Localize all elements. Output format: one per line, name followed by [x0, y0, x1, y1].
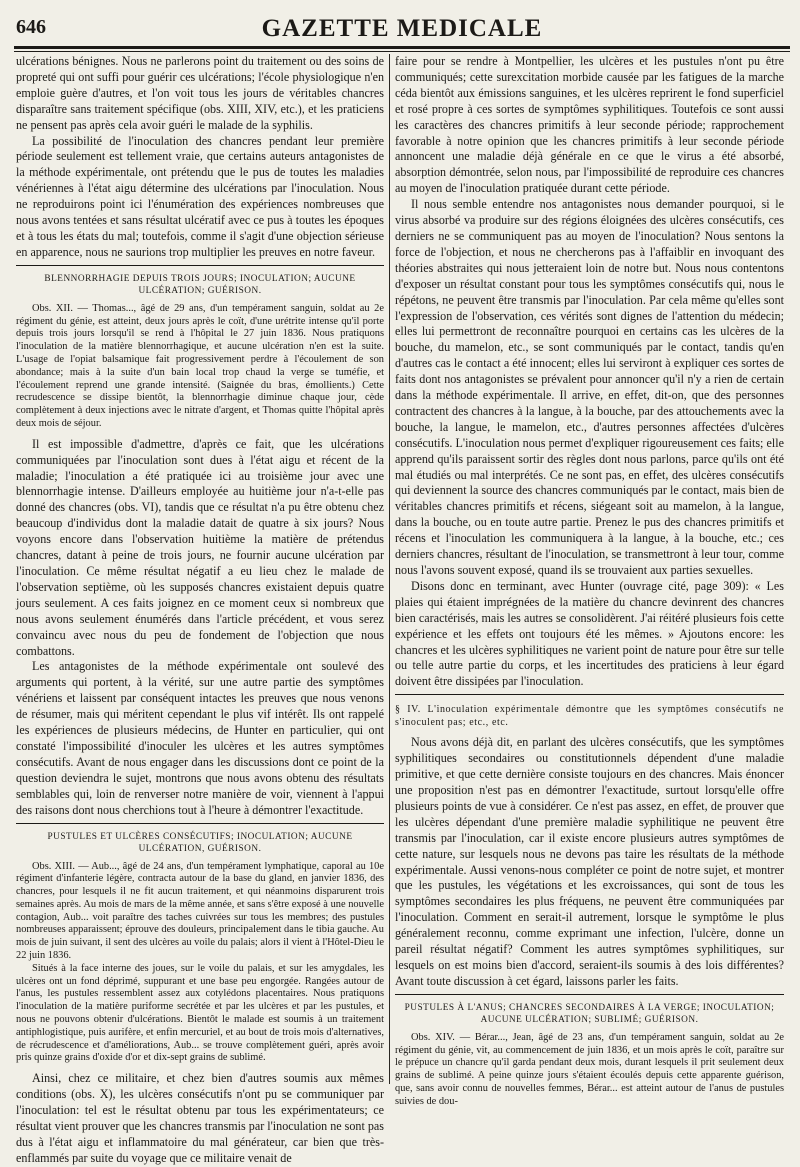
header-rule: [14, 46, 790, 49]
section-rule: [16, 265, 384, 266]
section-rule: [395, 694, 784, 695]
paragraph: Disons donc en terminant, avec Hunter (ouvrage cité, page 309): « Les plaies qui étaient imprégnées de la matière du chancre devinrent des chancres bien caractérisés, mais les autres se consolidèrent. J'ai réitéré plusieurs fois cette expérience et les effets ont toujours été les mêmes. » Ajoutons encore: les chancres et les ulcères syphilitiques ne varient point de nature pour être sur telle ou telle autre partie du corps, et les incertitudes des praticiens à leur égard doivent être dissipées par l'inoculation.: [395, 578, 784, 689]
paragraph: faire pour se rendre à Montpellier, les ulcères et les pustules n'ont pu être communiqués; cette surexcitation morbide causée par les fatigues de la marche céda bientôt aux émissions sanguines, et les ulcères reprirent le fond superficiel et rosé propre à ces sortes de symptômes syphilitiques. Toutefois ce sont aussi les caractères des chancres primitifs à leur seconde période; rapprochement favorable à notre opinion que les chancres primitifs à leur seconde période annoncent une maladie déjà générale en ce que le virus a été absorbé, absorption démontrée, selon nous, par l'impossibilité de reproduire ces chancres au moyen de l'inoculation pratiquée durant cette période.: [395, 54, 784, 196]
left-column: [16, 54, 384, 1165]
right-column: [395, 54, 784, 1107]
paragraph: Il est impossible d'admettre, d'après ce fait, que les ulcérations communiquées par l'inoculation sont dues à l'état aigu et récent de la maladie; l'inoculation a été pratiquée ici au troisième jour avec une blennorrhagie intense. D'ailleurs employée au huitième jour n'a-t-elle pas donné des chancres (obs. VI), tandis que ce résultat n'a pu être obtenu chez beaucoup d'individus dont la maladie datait de quatre à six jours? Nous voyons encore dans l'observation huitième la matière de prétendus chancres, datant à peine de trois jours, ne fournir aucune ulcération par l'inoculation. Ce même résultat négatif a eu lieu chez le malade de l'observation septième, où les supposés chancres existaient depuis quatre jours seulement. A ces faits joignez en ce moment ceux si nombreux que nous avons seulement énumérés dans l'article précédent, et vous serez convaincu avec nous du peu de fondement de l'objection que nous combattons.: [16, 436, 384, 658]
header-rule-thin: [14, 51, 790, 52]
journal-title: GAZETTE MEDICALE: [261, 15, 543, 42]
paragraph: Les antagonistes de la méthode expérimentale ont soulevé des arguments qui portent, à la vérité, sur une autre partie des symptômes vénériens et laissent par conséquent intactes les preuves que nous venons de résumer, mais qui méritent cependant le plus vif intérêt. Ils ont rappelé les expériences de plusieurs médecins, de Hunter en particulier, qui ont constaté l'impossibilité d'inoculer les ulcères et les autres symptômes consécutifs. Avant de nous engager dans les discussions dont ce point de la question deviendra le sujet, montrons que nous avons obtenu des résultats semblables qui, loin de renverser notre manière de voir, viennent à l'appui des raisons dont nous cherchions tout à l'heure à démontrer l'exactitude.: [16, 659, 384, 817]
observation-xiv: Obs. XIV. — Bérar..., Jean, âgé de 23 ans, d'un tempérament sanguin, soldat au 2e régiment du génie, vit, au commencement de juin 1836, et un mois après le coït, paraître sur le prépuce un chancre qu'il garda pendant deux mois, durant lesquels il prit seulement deux grains de sublimé. A peine quinze jours s'étaient écoulés depuis cette apparente guérison, que, sans avoir connu de nouvelles femmes, Bérar... est atteint autour de l'anus de pustules suivies de dou-: [395, 1031, 784, 1107]
paragraph: ulcérations bénignes. Nous ne parlerons point du traitement ou des soins de propreté qui ont suffi pour guérir ces ulcérations; l'école physiologique n'en emploie guère d'autres, et l'on voit tous les jours de véritables chancres disparaître sans traitement spécifique (obs. XIII, XIV, etc.), et les praticiens ne pensent pas après cela avoir guéri le malade de la syphilis.: [16, 54, 384, 132]
observation-xii: Obs. XII. — Thomas..., âgé de 29 ans, d'un tempérament sanguin, soldat au 2e régiment du génie, est atteint, deux jours après le coït, d'une urétrite intense qu'il porte depuis trois jours lorsqu'il se rend à l'hôpital le 27 juin 1836. Nous pratiquons l'inoculation de la matière blennorrhagique, et aucune ulcération n'en est la suite. L'usage de l'opiat balsamique fait progressivement perdre à l'écoulement de son abondance; mais à la suite d'un bain local trop chaud la verge se tuméfie, et l'écoulement reprend une grande intensité. (Saignée du bras, émollients.) Cette recrudescence se dissipe bientôt, la blennorrhagie diminue chaque jour, cède complètement à deux injections avec le nitrate d'argent, et Thomas quitte l'hôpital après deux mois de séjour.: [16, 302, 384, 429]
page-header: [14, 14, 790, 44]
section-rule: [16, 823, 384, 824]
page-number: 646: [16, 16, 46, 38]
column-divider: [389, 54, 390, 1084]
section-heading: § IV. L'inoculation expérimentale démontre que les symptômes consécutifs ne s'inoculent pas; etc., etc.: [395, 704, 784, 729]
case-heading: BLENNORRHAGIE DEPUIS TROIS JOURS; INOCULATION; AUCUNE ULCÉRATION; GUÉRISON.: [44, 273, 356, 296]
observation-xiii-continued: Situés à la face interne des joues, sur le voile du palais, et sur les amygdales, les ulcères ont un fond déprimé, suppurant et une base peu engorgée. Rangées autour de l'anus, les pustules ressemblent assez aux cotylédons placentaires. Nous pratiquons l'inoculation de la matière puriforme secrétée et par les ulcères et par les pustules, et nous ne pouvons obtenir d'ulcérations. Bientôt le malade est soumis à un traitement antiphlogistique, puis aurifère, et enfin mercuriel, et au bout de trois mois d'alternatives, de récrudescence et d'améliorations, Aub... se trouve complètement guéri, après avoir pris quinze grains d'oxide d'or et dix-sept grains de sublimé.: [16, 962, 384, 1064]
paragraph: Nous avons déjà dit, en parlant des ulcères consécutifs, que les symptômes syphilitiques secondaires ou constitutionnels dépendent d'une maladie primitive, et que cette dernière consiste toujours en des chancres. Mais énoncer une proposition n'est pas en démontrer l'exactitude, surtout lorsqu'elle offre plusieurs points de vue à considérer. Ce n'est pas assez, en effet, de prouver que les ulcères dépendant d'une première maladie syphilitique ne peuvent être transmis par l'inoculation, car il existe encore plusieurs autres symptômes de cette nature, sur lesquels nous ne devons pas taire les résultats de la méthode expérimentale. Aussi venons-nous compléter ce point de notre sujet, et montrer que les pustules, les végétations et les excroissances, qui sont de tous les symptômes secondaires les plus fréquens, ne peuvent être communiquées par l'inoculation. Comment en serait-il autrement, lorsque le symptôme le plus généralement reconnu, comme exprimant une infection, l'ulcère, donne un pareil résultat négatif? Comment les autres symptômes syphilitiques, sur lesquels on est moins bien d'accord, seraient-ils soumis à des lois différentes? Avant toute discussion à cet égard, laissons parler les faits.: [395, 735, 784, 988]
paragraph: Ainsi, chez ce militaire, et chez bien d'autres soumis aux mêmes conditions (obs. X), les ulcères consécutifs n'ont pu se communiquer par l'inoculation: tel est le résultat obtenu par tous les expérimentateurs; ce résultat vient prouver que les chancres transmis par l'inoculation ne sont pas dus à l'état aigu et inflammatoire du mal générateur, car bien que très-enflammés par suite du voyage que ce militaire venait de: [16, 1071, 384, 1165]
section-rule: [395, 994, 784, 995]
paragraph: La possibilité de l'inoculation des chancres pendant leur première période seulement est tellement vraie, que certains auteurs antagonistes de la méthode expérimentale, ont prétendu que le pus de toutes les maladies vénériennes à l'état aigu détermine des ulcérations par l'inoculation. Nous ne reproduirons point ici l'énumération des expériences nombreuses que nous avons tentées et sans résultat ulcératif avec ce pus à toutes les époques et à tous les états du mal; toutefois, comme il s'agit d'une objection sérieuse en apparence, nous ne saurions trop multiplier les preuves en notre faveur.: [16, 133, 384, 259]
paragraph: Il nous semble entendre nos antagonistes nous demander pourquoi, si le virus absorbé va produire sur des régions éloignées des ulcères consécutifs, ces derniers ne se communiquent pas au moyen de l'inoculation? Nous sentons la force de l'objection, et nous ne chercherons pas à l'affaiblir en invoquant des théories abstraites qui nous jetteraient loin de notre but. Nous nous contentons d'exposer un résultat constant pour tous les symptômes consécutifs qui, nous le répétons, ne peuvent être transmis par l'inoculation. Par cela même qu'elles sont l'expression de l'observation, ces vérités sont dignes de l'attention du médecin; elles lui permettront de reconnaître pourquoi en certains cas les ulcères de la bouche, du mamelon, etc., se sont communiqués par le contact, tandis qu'en d'autres cas le contact a été innocent; elles lui serviront à expliquer ces sortes de faits dont nos antagonistes se prévalent pour annoncer qu'il n'y a rien de certain dans la méthode expérimentale. Il arrive, en effet, dit-on, que des personnes contractent des chancres à la langue, à la bouche, par des attouchements avec la bouche, la langue, le mamelon, etc., d'autres personnes affectées d'ulcères consécutifs. L'inoculation nous permet d'expliquer rigoureusement ces faits; elle apprend qu'ils paraissent sortir des règles dont nous parlons, parce qu'ils ont été mal étudiés ou mal interprétés. Ce ne sont pas, en effet, des ulcères consécutifs qui deviennent la source des chancres communiqués par le contact, mais bien de véritables chancres primitifs et récens, siégeant soit au mamelon, à la langue, dans la bouche, ou en toute autre partie. Prenez le pus des chancres primitifs et récens et l'inoculation les communiquera à la langue, à la bouche, etc.; ces derniers chancres, résultant de l'inoculation, se transmettront à leur tour, comme nous l'avons souvent exposé, quand ils se trouvaient aux parties sexuelles.: [395, 197, 784, 577]
case-heading: PUSTULES ET ULCÈRES CONSÉCUTIFS; INOCULATION; AUCUNE ULCÉRATION, GUÉRISON.: [47, 831, 353, 854]
case-heading: PUSTULES À L'ANUS; CHANCRES SECONDAIRES À LA VERGE; INOCULATION; AUCUNE ULCÉRATION; SUBLIMÉ; GUÉRISON.: [404, 1002, 775, 1025]
observation-xiii: Obs. XIII. — Aub..., âgé de 24 ans, d'un tempérament lymphatique, caporal au 10e régiment d'infanterie légère, contracta autour de la base du gland, en janvier 1836, des chancres, pour lesquels il ne fit aucun traitement, et qui néanmoins disparurent trois semaines après. Au mois de mars de la même année, et sans s'être exposé à une nouvelle contagion, Aub... voit paraître des taches cuivrées sur tous les membres; des pustules nombreuses apparaissent; éprouve des douleurs, principalement dans le tibia gauche. Au mois de juin suivant, il sent des ulcères au voile du palais; alors il vient à l'Hôtel-Dieu le 22 juin 1836.: [16, 860, 384, 962]
